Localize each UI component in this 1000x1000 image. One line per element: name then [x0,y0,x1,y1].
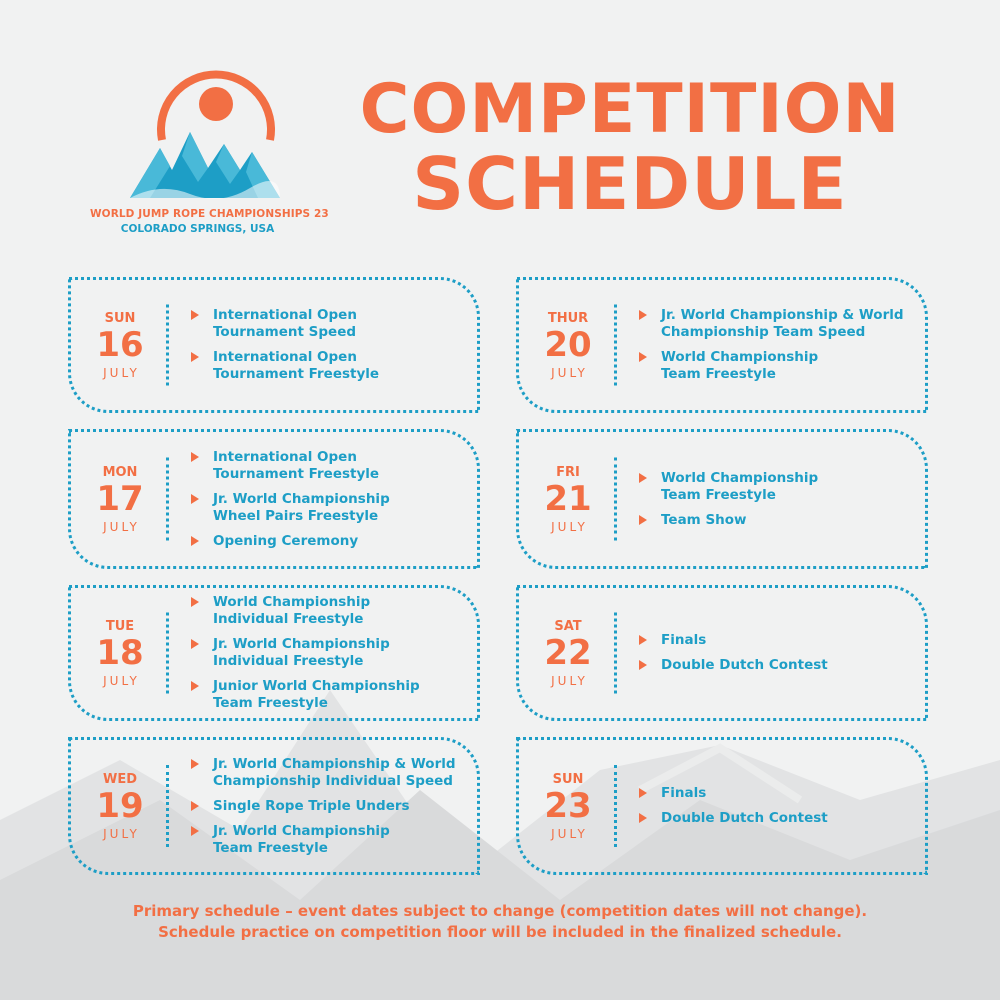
month-label: JULY [551,673,588,688]
month-label: JULY [551,365,588,380]
event-name: Jr. World Championship Team Freestyle [213,822,390,856]
event-item [191,798,469,815]
page-title-line-2: SCHEDULE [412,142,848,226]
event-item [639,632,917,649]
card-divider [166,305,169,386]
event-name: Jr. World Championship Individual Freestyle [213,636,390,669]
logo-event-name: WORLD JUMP ROPE CHAMPIONSHIPS 23 [90,208,329,220]
page-title-line-1: COMPETITION [359,70,901,149]
date-block [71,740,169,872]
date-block [519,740,617,872]
schedule-card [516,737,928,875]
event-item [191,823,469,857]
event-item [191,594,469,628]
event-item [191,491,469,525]
event-item [639,470,917,504]
date-block [71,588,169,718]
triangle-bullet-icon [191,494,199,504]
wjrc-logo [90,70,329,240]
event-item [639,307,917,341]
triangle-bullet-icon [639,515,647,525]
month-label: JULY [551,519,588,534]
day-of-week: TUE [105,618,135,634]
day-number: 22 [544,632,592,673]
event-item [639,810,917,827]
event-list [191,740,469,872]
event-item [191,756,469,790]
event-name: Jr. World Championship & World Championship Team Speed [661,307,904,340]
event-name: Double Dutch Contest [661,657,828,673]
event-item [191,449,469,483]
triangle-bullet-icon [191,536,199,546]
triangle-bullet-icon [639,788,647,798]
card-divider [166,613,169,694]
triangle-bullet-icon [191,759,199,769]
event-item [191,678,469,712]
event-name: Finals [661,632,707,648]
event-name: World Championship Team Freestyle [661,469,819,503]
date-block [519,432,617,566]
day-number: 23 [544,785,592,826]
schedule-card [68,277,480,413]
day-number: 21 [544,478,592,519]
footer-note-2: Schedule practice on competition floor will be included in the finalized schedule. [158,923,842,941]
day-number: 20 [544,324,592,365]
day-of-week: SUN [104,310,136,326]
event-item [191,533,469,550]
event-item [639,349,917,383]
event-name: Jr. World Championship & World Championship Individual Speed [213,755,456,789]
event-list [639,740,917,872]
triangle-bullet-icon [191,826,199,836]
day-of-week: MON [102,464,138,480]
event-name: International Open Tournament Freestyle [213,448,380,482]
day-of-week: FRI [556,464,580,480]
day-number: 18 [96,632,144,673]
day-of-week: SAT [554,618,582,634]
month-label: JULY [103,826,140,841]
event-name: Single Rope Triple Unders [213,797,410,814]
day-of-week: SUN [552,771,584,787]
day-number: 19 [96,785,144,826]
card-divider [614,765,617,847]
schedule-card [516,429,928,569]
schedule-card [68,585,480,721]
event-item [639,785,917,802]
event-name: World Championship Individual Freestyle [213,594,371,627]
schedule-card [516,277,928,413]
date-block [71,432,169,566]
event-name: Jr. World Championship Wheel Pairs Freestyle [213,490,390,524]
triangle-bullet-icon [191,801,199,811]
event-list [639,588,917,718]
triangle-bullet-icon [191,452,199,462]
date-block [519,588,617,718]
logo-mountain-graphic [90,70,305,210]
day-of-week: WED [102,771,137,787]
schedule-card [68,737,480,875]
footer-note-1: Primary schedule – event dates subject to change (competition dates will not change). [132,902,868,920]
triangle-bullet-icon [639,813,647,823]
card-divider [166,458,169,541]
event-list [191,588,469,718]
card-divider [614,305,617,386]
month-label: JULY [103,673,140,688]
event-name: International Open Tournament Speed [213,307,357,340]
event-name: Team Show [661,511,747,528]
date-block [71,280,169,410]
day-of-week: THUR [547,310,589,326]
event-list [639,280,917,410]
triangle-bullet-icon [639,352,647,362]
event-item [191,307,469,341]
day-number: 16 [96,324,144,365]
triangle-bullet-icon [191,639,199,649]
triangle-bullet-icon [639,635,647,645]
card-divider [614,613,617,694]
event-item [639,512,917,529]
month-label: JULY [103,365,140,380]
event-list [191,432,469,566]
triangle-bullet-icon [639,660,647,670]
logo-location: COLORADO SPRINGS, USA [120,223,275,235]
card-divider [614,458,617,541]
triangle-bullet-icon [191,681,199,691]
triangle-bullet-icon [639,473,647,483]
event-list [639,432,917,566]
event-name: Finals [661,785,707,801]
event-item [191,349,469,383]
event-list [191,280,469,410]
card-divider [166,765,169,847]
event-name: International Open Tournament Freestyle [213,349,380,382]
month-label: JULY [103,519,140,534]
triangle-bullet-icon [191,352,199,362]
event-item [639,657,917,674]
event-item [191,636,469,670]
schedule-card [516,585,928,721]
triangle-bullet-icon [191,310,199,320]
month-label: JULY [551,826,588,841]
triangle-bullet-icon [639,310,647,320]
date-block [519,280,617,410]
event-name: Opening Ceremony [213,532,359,549]
schedule-card [68,429,480,569]
day-number: 17 [96,478,144,519]
event-name: Double Dutch Contest [661,810,828,826]
event-name: World Championship Team Freestyle [661,349,819,382]
triangle-bullet-icon [191,597,199,607]
event-name: Junior World Championship Team Freestyle [213,678,420,711]
